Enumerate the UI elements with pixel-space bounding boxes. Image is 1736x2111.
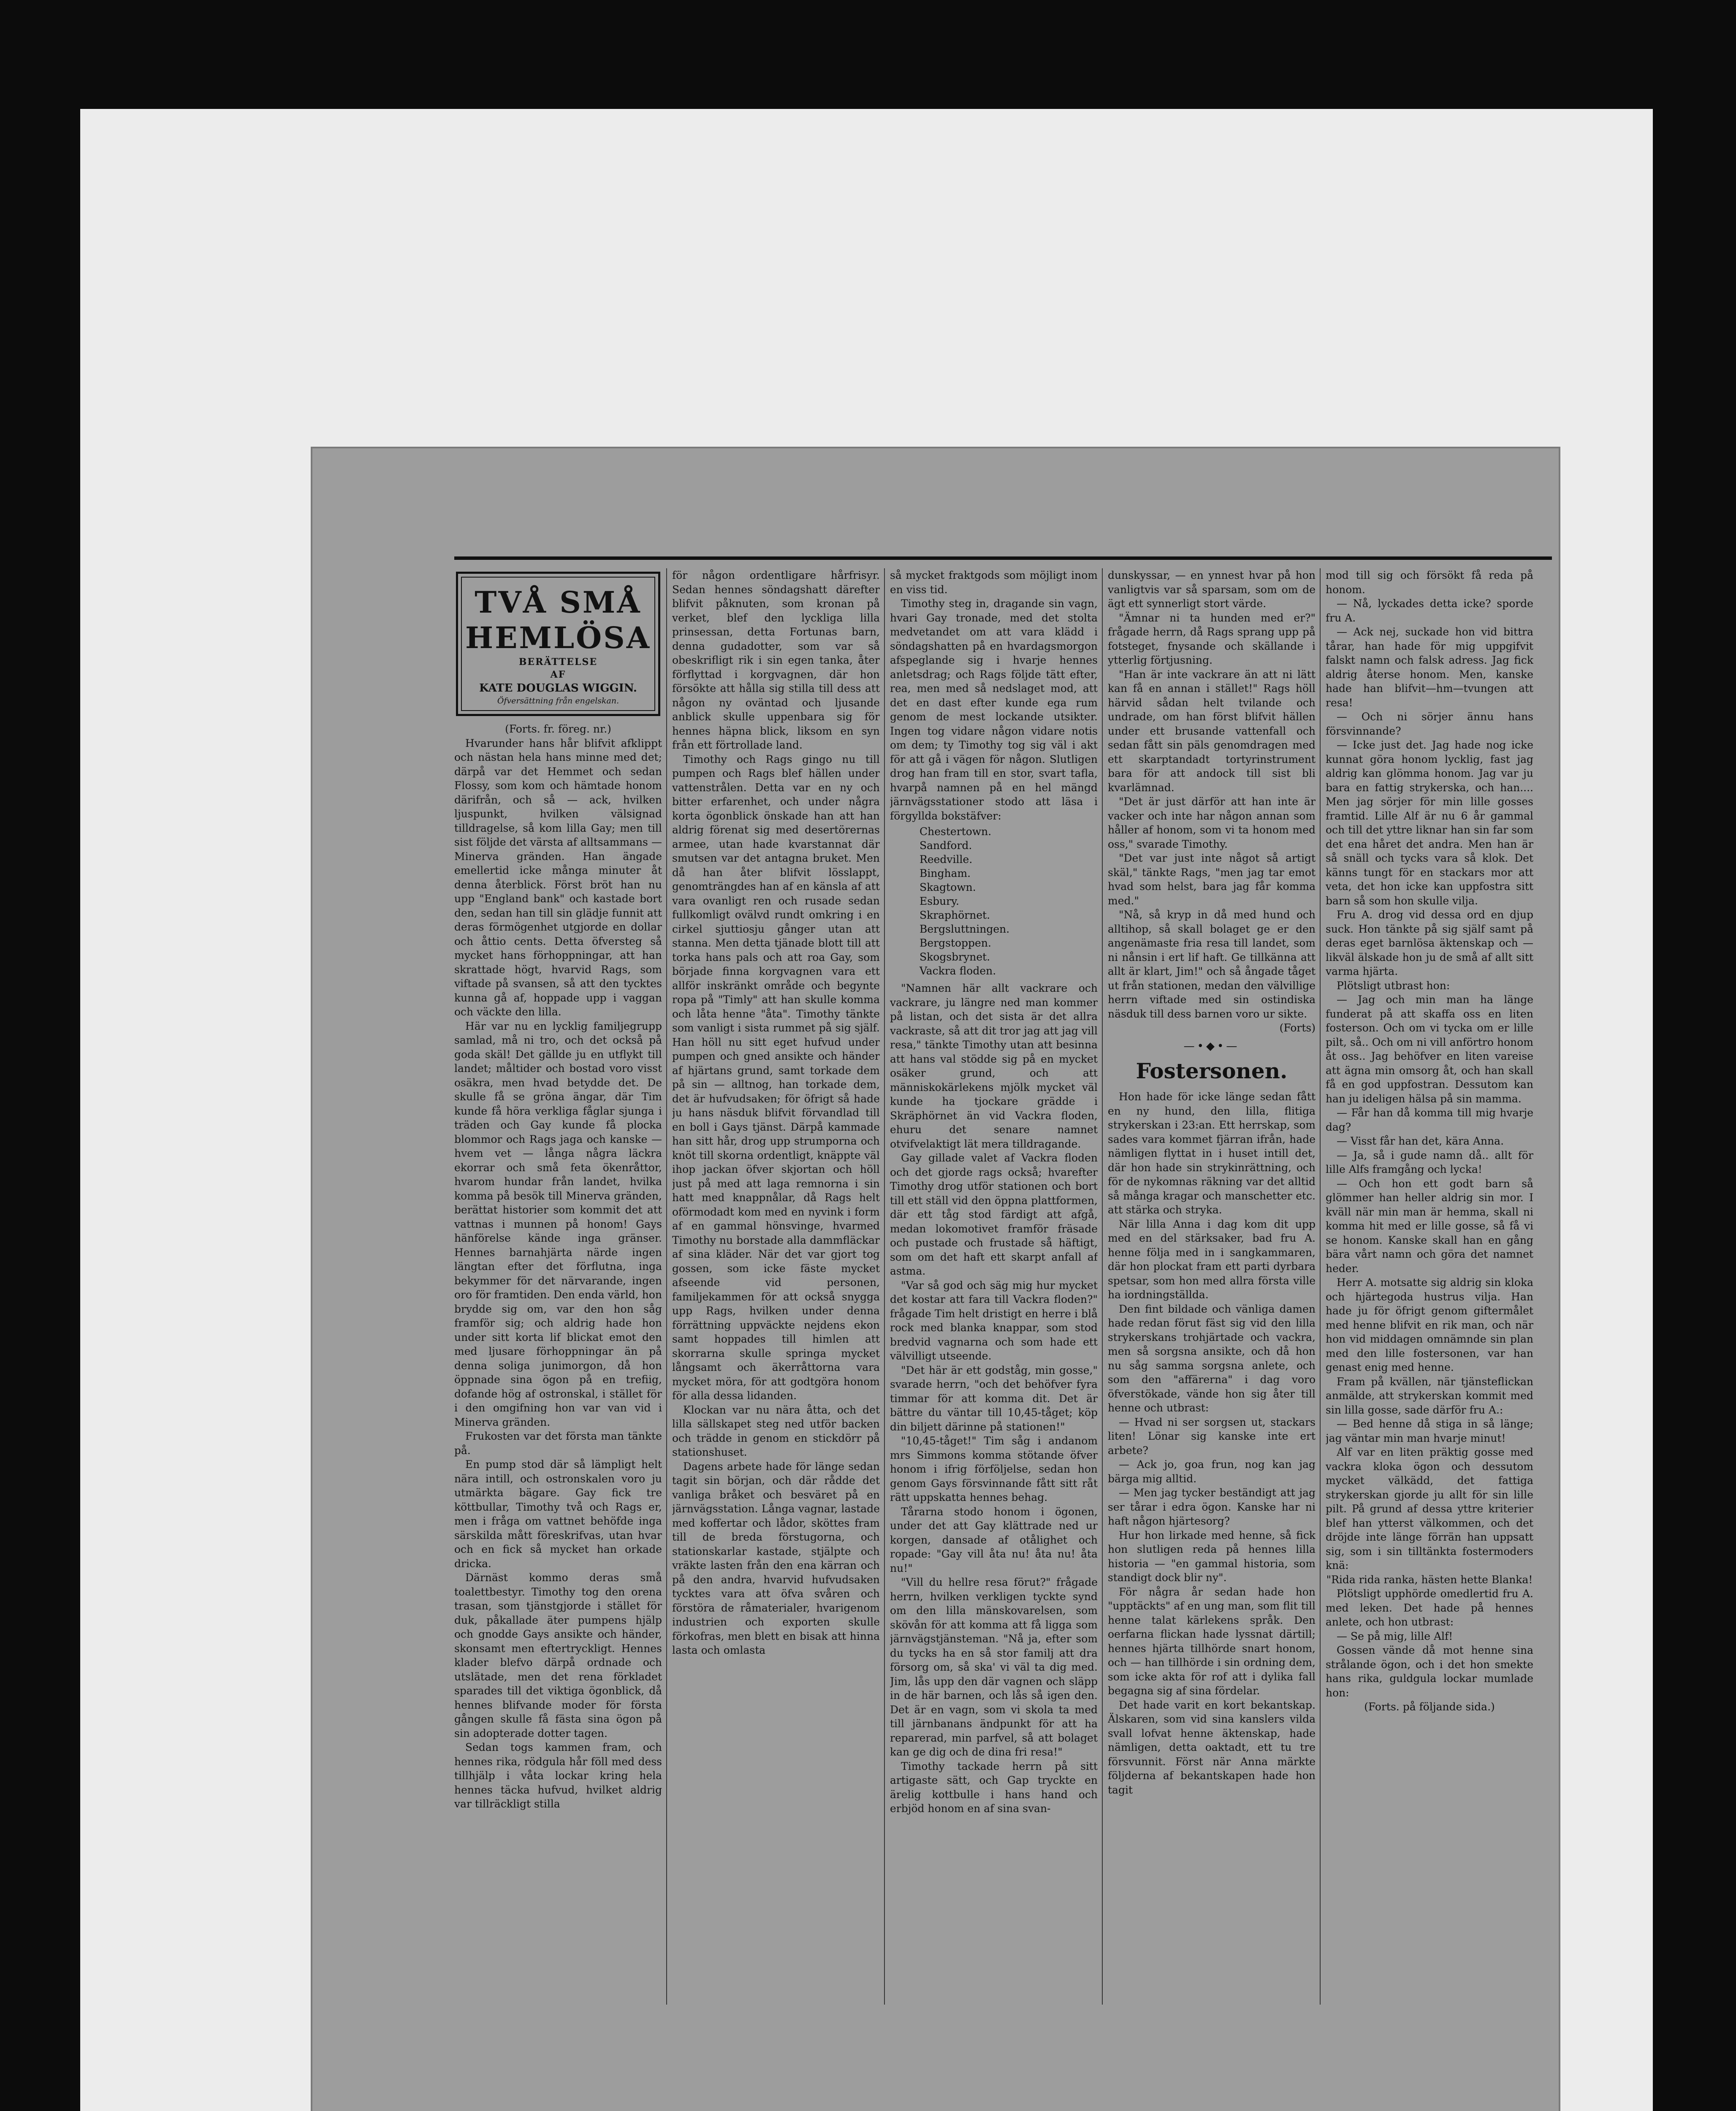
column-1-text bbox=[454, 736, 662, 1811]
station-list bbox=[920, 825, 1098, 978]
paragraph: — Ja, så i gude namn då.. allt för lille Alfs framgång och lycka! bbox=[1326, 1149, 1533, 1175]
paragraph: — Hvad ni ser sorgsen ut, stackars liten! Lönar sig kanske inte ert arbete? bbox=[1108, 1416, 1316, 1457]
paragraph: Timothy steg in, dragande sin vagn, hvari Gay tronade, med det stolta medvetandet om att vara klädd i söndagshatten på en hvardagsmorgon afspeglande sig i hvarje hennes anletsdrag; och Rags följde tätt efter, rea, men med så nedslaget mod, att det en dast efter kunde ega rum genom de mest lockande utsikter. Ingen tog vidare någon vidare notis om dem; ty Timothy tog sig väl i akt för att gå i vägen för någon. Slutligen drog han fram till en stor, svart tafla, hvarpå namnen på en hel mängd järnvägsstationer stodo att läsa i förgyllda bokstäfver: bbox=[890, 597, 1098, 822]
paragraph: Därnäst kommo deras små toalettbestyr. Timothy tog den orena trasan, som tjänstgjorde i stället för duk, påkallade äter pumpens hjälp och gnodde Gays ansikte och händer, skonsamt men eftertryckligt. Hennes klader blefvo därpå ordnade och utslätade, men det rena förkladet sparades till det viktiga ögonblick, då hennes blifvande moder för första gången skulle få fästa sina ögon på sin adopterade dotter tagen. bbox=[454, 1571, 662, 1739]
column-divider bbox=[666, 568, 667, 2005]
verse-line: "Rida rida ranka, hästen hette Blanka! bbox=[1326, 1573, 1533, 1586]
paragraph: — Nå, lyckades detta icke? sporde fru A. bbox=[1326, 597, 1533, 624]
story-subtitle: BERÄTTELSE bbox=[518, 657, 598, 667]
paragraph: Klockan var nu nära åtta, och det lilla sällskapet steg ned utför backen och trädde in genom en stickdörr på stationshuset. bbox=[672, 1403, 880, 1458]
paragraph: "Det här är ett godståg, min gosse," svarade herrn, "och det behöfver fyra timmar för att komma dit. Det är bättre du väntar till 10,45-tåget; köp din biljett därinne på stationen!" bbox=[890, 1364, 1098, 1433]
story-2-title: Fostersonen. bbox=[1136, 1058, 1288, 1083]
paragraph: — Jag och min man ha länge funderat på att skaffa oss en liten fosterson. Och om vi tycka om er lille pilt, så.. Och om ni vill anförtro honom åt oss.. Jag behöfver en liten vareise att ägna min omsorg åt, och han skall få en god uppfostran. Dessutom kan han ju ideligen hälsa på sin mamma. bbox=[1326, 993, 1533, 1105]
paragraph: dunskyssar, — en ynnest hvar på hon vanligtvis var så sparsam, som om de ägt ett synnerligt stort värde. bbox=[1108, 569, 1316, 610]
paragraph: Frukosten var det första man tänkte på. bbox=[454, 1430, 662, 1457]
paragraph: mod till sig och försökt få reda på honom. bbox=[1326, 569, 1533, 596]
paragraph: — Ack jo, goa frun, nog kan jag bärga mig alltid. bbox=[1108, 1458, 1316, 1485]
page-content bbox=[454, 556, 1543, 2005]
paragraph: så mycket fraktgods som möjligt inom en viss tid. bbox=[890, 569, 1098, 596]
paragraph: Plötsligt upphörde omedlertid fru A. med leken. Det hade på hennes anlete, och hon utbrast: bbox=[1326, 1587, 1533, 1628]
paragraph: Gay gillade valet af Vackra floden och det gjorde rags också; hvarefter Timothy drog utför stationen och bort till ett ställ vid den öppna plattformen, där ett tåg stod färdigt att afgå, medan lokomotivet framför fräsade och pustade och frustade så häftigt, som om det haft ett skarpt anfall af astma. bbox=[890, 1152, 1098, 1277]
translation-note: Öfversättning från engelskan. bbox=[497, 696, 619, 705]
paragraph: "Var så god och säg mig hur mycket det kostar att fara till Vackra floden?" frågade Tim helt dristigt en herre i blå rock med blanka knappar, som stod bredvid vagnarna och som hade ett välvilligt utseende. bbox=[890, 1279, 1098, 1362]
paragraph: Alf var en liten präktig gosse med vackra kloka ögon och dessutom mycket välkädd, det fattiga strykerskan gjorde ju allt för sin lille pilt. På grund af dessa yttre kriterier blef han ytterst välkommen, och det dröjde inte länge förrän han uppsatt sig, som i sin tilltänkta fostermoders knä: bbox=[1326, 1446, 1533, 1571]
paragraph: Sedan togs kammen fram, och hennes rika, rödgula hår föll med dess tillhjälp i våta lockar kring hela hennes täcka hufvud, hvilket aldrig var tillräckligt stilla bbox=[454, 1741, 662, 1810]
paragraph: "Namnen här allt vackrare och vackrare, ju längre ned man kommer på listan, och det sista är det allra vackraste, så att dit tror jag att jag vill resa," tänkte Timothy utan att besinna att hans val stödde sig på en mycket osäker grund, och att människokärlekens mjölk mycket väl kunde ha tjockare grädde i Skräphörnet än vid Vackra floden, ehuru det senare namnet otvifvelaktigt lät mera tilldragande. bbox=[890, 982, 1098, 1150]
column-1 bbox=[454, 568, 662, 2005]
paragraph: Hvarunder hans hår blifvit afklippt och nästan hela hans minne med det; därpå var det Hemmet och sedan Flossy, som kom och hämtade honom därifrån, och så — ack, hvilken ljuspunkt, hvilken välsignad tilldragelse, så kom lilla Gay; men till sist följde det värsta af alltsammans — Minerva gränden. Han ängade emellertid icke många minuter åt denna återblick. Först bröt han nu upp "England bank" och kastade bort den, sedan han till sin glädje funnit att deras förmögenhet utgjorde en dollar och åttio cents. Detta öfversteg så mycket hans förhoppningar, att han skrattade högt, hvarvid Rags, som viftade på svansen, så att den tycktes kunna gå af, hoppade upp i vaggan och väckte den lilla. bbox=[454, 737, 662, 1018]
column-divider bbox=[1102, 568, 1103, 2005]
paragraph: En pump stod där så lämpligt helt nära intill, och ostronskalen voro ju utmärkta bägare. Gay fick tre köttbullar, Timothy två och Rags er, men i fråga om vattnet behöfde inga särskilda mått föreskrifvas, utan hvar och en fick så mycket han orkade dricka. bbox=[454, 1458, 662, 1570]
paragraph: Timothy tackade herrn på sitt artigaste sätt, och Gap tryckte en ärelig kottbulle i hans hand och erbjöd honom en af sina svan- bbox=[890, 1760, 1098, 1815]
paragraph: "Det är just därför att han inte är vacker och inte har någon annan som håller af honom, som vi ta honom med oss," svarade Timothy. bbox=[1108, 795, 1316, 850]
paragraph: Hon hade för icke länge sedan fått en ny hund, den lilla, flitiga strykerskan i 23:an. Ett herrskap, som sades vara kommet fjärran ifrån, hade nämligen flyttat in i huset intill det, där hon hade sin strykinrättning, och för de nykomnas räkning var det alltid så många kragar och manschetter etc. att stärka och stryka. bbox=[1108, 1091, 1316, 1216]
paragraph: — Men jag tycker beständigt att jag ser tårar i edra ögon. Kanske har ni haft någon hjärtesorg? bbox=[1108, 1487, 1316, 1527]
paragraph: — Och ni sörjer ännu hans försvinnande? bbox=[1326, 711, 1533, 737]
paragraph: — Bed henne då stiga in så länge; jag väntar min man hvarje minut! bbox=[1326, 1418, 1533, 1444]
paragraph: "Han är inte vackrare än att ni lätt kan få en annan i stället!" Rags höll härvid sådan helt tvilande och undrade, om han först blifvit hällen under ett brusande vattenfall och sedan fått sin päls genomdragen med ett skarptandadt tortyrinstrument bara för att andock till sist bli kvarlämnad. bbox=[1108, 668, 1316, 794]
paragraph: Den fint bildade och vänliga damen hade redan förut fäst sig vid den lilla strykerskans trohjärtade och vackra, men så sorgsna ansikte, och då hon nu såg samma sorgsna anlete, och som den "affärerna" i dag voro öfverstökade, vände hon sig åter till henne och utbrast: bbox=[1108, 1302, 1316, 1414]
paragraph: Tårarna stodo honom i ögonen, under det att Gay klättrade ned ur korgen, dansade af otålighet och ropade: "Gay vill åta nu! åta nu! åta nu!" bbox=[890, 1505, 1098, 1574]
paragraph: Det hade varit en kort bekantskap. Älskaren, som vid sina kanslers vilda svall lofvat henne äktenskap, hade nämligen, detta oaktadt, ett tu tre försvunnit. Först när Anna märkte följderna af bekantskapen hade hon tagit bbox=[1108, 1699, 1316, 1796]
station-item: Sandford. bbox=[920, 839, 972, 852]
station-item: Bergstoppen. bbox=[920, 937, 991, 949]
paragraph: "Ämnar ni ta hunden med er?" frågade herrn, då Rags sprang upp på fotsteget, fnysande och skällande i ytterlig förtjusning. bbox=[1108, 611, 1316, 666]
paragraph: När lilla Anna i dag kom dit upp med en del stärksaker, bad fru A. henne följa med in i sangkammaren, där hon plockat fram ett parti dyrbara spetsar, som hon med allra första ville ha iordningställda. bbox=[1108, 1218, 1316, 1301]
continued-label: (Forts. på följande sida.) bbox=[1364, 1701, 1495, 1713]
paragraph: — Och hon ett godt barn så glömmer han heller aldrig sin mor. I kväll när min man är hemma, skall ni komma hit med er lille gosse, så få vi se honom. Kanske skall han en gång bära vårt namn och göra det namnet heder. bbox=[1326, 1177, 1533, 1275]
ornament-divider: —•◆•— bbox=[1183, 1039, 1240, 1053]
story-by: AF bbox=[550, 669, 566, 680]
story-author: KATE DOUGLAS WIGGIN. bbox=[479, 682, 637, 695]
paragraph: Dagens arbete hade för länge sedan tagit sin början, och där rådde det vanliga bråket och besväret på en järnvägsstation. Långa vagnar, lastade med koffertar och lådor, sköttes fram till de breda förstugorna, och stationskarlar kastade, stjälpte och vräkte lasten från den ena kärran och på den andra, hvarvid hufvudsaken tycktes vara att öfva svåren och förstöra de råmaterialer, hvarigenom industrien och exporten skulle förkofras, men blett en bisak att hinna lasta och omlasta bbox=[672, 1460, 880, 1656]
paragraph: Här var nu en lycklig familjegrupp samlad, må ni tro, och det också på goda skäl! Det gällde ju en utflykt till landet; måltider och bostad voro visst osäkra, men hvad betydde det. De skulle få se gröna ängar, där Tim kunde få höra verkliga fåglar sjunga i träden och Gay kunde få plocka blommor och Rags jaga och kanske — hvem vet — långa några läckra ekorrar och små feta ökenråttor, hvarom hundar från landet, hvilka komma på besök till Minerva gränden, berättat historier som kommit det att vattnas i munnen på honom! Gays hänförelse kände inga gränser. Hennes barnahjärta närde ingen längtan efter det förflutna, inga bekymmer för det närvarande, ingen oro för framtiden. Den enda värld, hon brydde sig om, var den hon såg framför sig; och aldrig hade hon under sitt korta lif blickat emot den med ljusare förhoppningar än på denna soliga junimorgon, då hon öppnade sina ögon på en trefiig, dofande hög af ostronskal, i stället för i den omgifning hon var van vid i Minerva gränden. bbox=[454, 1020, 662, 1428]
station-item: Bingham. bbox=[920, 867, 971, 879]
column-3 bbox=[890, 568, 1098, 2005]
station-item: Reedville. bbox=[920, 853, 973, 866]
paragraph: "10,45-tåget!" Tim såg i andanom mrs Simmons komma stötande öfver honom i ifrig förföljelse, sedan hon genom Gays försvinnande fått sitt råt rätt uppskatta hennes behag. bbox=[890, 1435, 1098, 1503]
paragraph: Hur hon lirkade med henne, så fick hon slutligen reda på hennes lilla historia — "en gammal historia, som standigt dock blir ny". bbox=[1108, 1529, 1316, 1584]
station-item: Chestertown. bbox=[920, 825, 992, 838]
continued-label: (Forts) bbox=[1279, 1022, 1316, 1034]
paragraph: Fram på kvällen, när tjänsteflickan anmälde, att strykerskan kommit med sin lilla gosse, sade därför fru A.: bbox=[1326, 1375, 1533, 1416]
paragraph: — Se på mig, lille Alf! bbox=[1337, 1630, 1453, 1642]
paragraph: För några år sedan hade hon "upptäckts" af en ung man, som flit till henne talat kärlekens språk. Den oerfarna flickan hade lyssnat därtill; hennes hjärta tillhörde snart honom, och — han tillhörde i sin ordning dem, som icke akta för rof att i dylika fall begagna sig af sina fördelar. bbox=[1108, 1585, 1316, 1697]
station-item: Skagtown. bbox=[920, 881, 976, 893]
film-negative-frame bbox=[80, 109, 1653, 2111]
station-item: Skraphörnet. bbox=[920, 909, 990, 921]
column-5 bbox=[1326, 568, 1533, 2005]
station-item: Bergsluttningen. bbox=[920, 923, 1010, 935]
station-item: Esbury. bbox=[920, 895, 959, 907]
paragraph: "Vill du hellre resa förut?" frågade herrn, hvilken verkligen tyckte synd om den lilla mänskovarelsen, som skövån för att komma att få ligga som järnvägstjänsteman. "Nå ja, efter som du tycks ha en så stor familj att dra försorg om, så ska' vi väl ta dig med. Jim, lås upp den där vagnen och släpp in de här barnen, och lås så igen den. Det är en vagn, som vi skola ta med till järnbanans ändpunkt för att ha reparerad, min parfvel, så att bolaget kan ge dig och de dina fri resa!" bbox=[890, 1576, 1098, 1758]
story-title: TVÅ SMÅ HEMLÖSA bbox=[465, 585, 651, 655]
station-item: Skogsbrynet. bbox=[920, 951, 990, 963]
column-divider bbox=[1320, 568, 1321, 2005]
paragraph: Plötsligt utbrast hon: bbox=[1337, 979, 1450, 992]
paragraph: — Icke just det. Jag hade nog icke kunnat göra honom lycklig, fast jag aldrig kan glömma honom. Jag var ju bara en fattig strykerska, och han.... Men jag sörjer för min lille gosses framtid. Lille Alf är nu 6 år gammal och till det yttre liknar han sin far som det ena håret det andra. Men han är så snäll och tycks vara så klok. Det känns tungt för en stackars mor att veta, det hon icke kan uppfostra sitt barn så som hon skulle vilja. bbox=[1326, 739, 1533, 907]
continued-note: (Forts. fr. föreg. nr.) bbox=[505, 723, 611, 735]
paragraph: "Det var just inte något så artigt skäl," tänkte Rags, "men jag tar emot hvad som helst, bara jag får komma med." bbox=[1108, 852, 1316, 907]
paragraph: Fru A. drog vid dessa ord en djup suck. Hon tänkte på sig själf samt på deras eget barnlösa äktenskap och — likväl älskade hon ju de små af allt sitt varma hjärta. bbox=[1326, 909, 1533, 977]
paragraph: — Visst får han det, kära Anna. bbox=[1337, 1135, 1504, 1147]
top-rule bbox=[454, 556, 1552, 560]
column-divider bbox=[884, 568, 885, 2005]
paragraph: Gossen vände då mot henne sina strålande ögon, och i det hon smekte hans rika, guldgula lockar mumlade hon: bbox=[1326, 1644, 1533, 1699]
paragraph: Timothy och Rags gingo nu till pumpen och Rags blef hällen under vattenstrålen. Detta var en ny och bitter erfarenhet, och under några korta ögonblick önskade han att han aldrig förenat sig med desertörernas armee, utan hade kvarstannat där smutsen var det antagna bruket. Men då han åter blifvit lösslappt, genomträngdes han af en känsla af att vara ovanligt ren och rusade sedan fullkomligt ovälvd rundt omkring i en cirkel sjuttiosju gånger utan att stanna. Men detta tjänade blott till att torka hans pals och att roa Gay, som började finna korgvagnen vara ett allför inskränkt område och begynte ropa på "Timly" att han skulle komma och låta henne "åta". Timothy tänkte som vanligt i sista rummet på sig själf. Han höll nu sitt eget hufvud under pumpen och gned ansikte och händer af hjärtans grund, samt torkade dem på sin — alltnog, han torkade dem, det är hufvudsaken; för öfrigt så hade ju hans näsduk blifvit förvandlad till en boll i Gays tjänst. Därpå kammade han sitt hår, drog upp strumporna och knöt till skorna ordentligt, knäppte väl ihop jackan öfver skjortan och höll just på med att laga remnorna i sin hatt med knappnålar, då Rags helt oförmodadt kom med en nyvink i form af en gammal hönsvinge, hvarmed Timothy nu borstade alla dammfläckar af sina kläder. När det var gjort tog gossen, som icke fäste mycket afseende vid personen, familjekammen för att också snygga upp Rags, hvilken under denna förrättning uppväckte nejdens ekon samt hoppades till himlen att skorrarna skulle springa mycket långsamt och äkerråttorna vara mycket möra, för att godtgöra honom för alla dessa lidanden. bbox=[672, 753, 880, 1402]
paragraph: — Får han då komma till mig hvarje dag? bbox=[1326, 1107, 1533, 1133]
paragraph: — Ack nej, suckade hon vid bittra tårar, han hade för mig uppgifvit falskt namn och falsk adress. Jag fick aldrig återse honom. Men, kanske hade han blifvit—hm—tvungen att resa! bbox=[1326, 626, 1533, 709]
paragraph: Herr A. motsatte sig aldrig sin kloka och hjärtegoda hustrus vilja. Han hade ju för öfrigt genom giftermålet med henne blifvit en rik man, och när hon vid middagen omnämnde sin plan med den lille fostersonen, var han genast enig med henne. bbox=[1326, 1276, 1533, 1373]
paragraph: för någon ordentligare hårfrisyr. Sedan hennes söndagshatt därefter blifvit påknuten, som kronan på verket, blef den lyckliga lilla prinsessan, detta Fortunas barn, denna gudadotter, som var så obeskrifligt rik i sin egen tanka, åter förflyttad i korgvagnen, där hon försökte att hålla sig stilla till dess att någon ny oväntad och ljusande anblick skulle uppenbara sig för hennes häpna blick, liksom en syn från ett förtrollade land. bbox=[672, 569, 880, 751]
newspaper-page bbox=[311, 447, 1560, 2111]
column-4 bbox=[1108, 568, 1316, 2005]
paragraph: "Nå, så kryp in då med hund och alltihop, så skall bolaget ge er den angenämaste fria resa till landet, som ni nånsin i ert lif haft. Ge tillkänna att allt är klart, Jim!" och så ångade tåget ut från stationen, medan den välvillige herrn viftade med sin ostindiska näsduk till dess barnen voro ur sikte. bbox=[1108, 909, 1316, 1020]
story-title-box bbox=[456, 572, 660, 716]
column-2 bbox=[672, 568, 880, 2005]
station-item: Vackra floden. bbox=[920, 965, 996, 977]
